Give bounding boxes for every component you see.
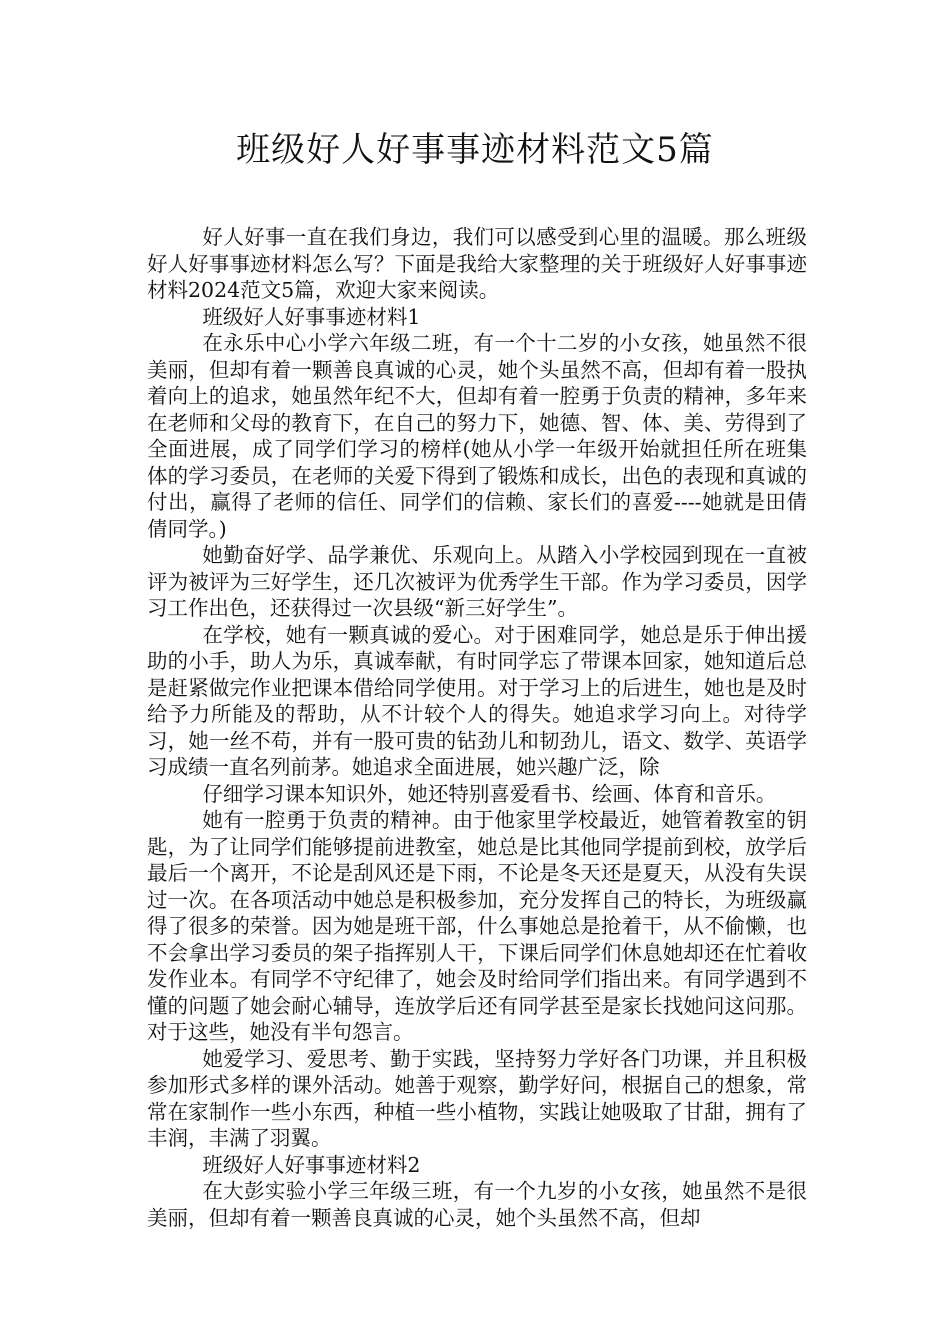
body-paragraph: 她勤奋好学、品学兼优、乐观向上。从踏入小学校园到现在一直被评为被评为三好学生，还几次被评为优秀学生干部。作为学习委员，因学习工作出色，还获得过一次县级“新三好学生”。 [147, 543, 807, 620]
document-body [147, 224, 807, 1231]
intro-paragraph: 好人好事一直在我们身边，我们可以感受到心里的温暖。那么班级好人好事事迹材料怎么写？下面是我给大家整理的关于班级好人好事事迹材料2024范文5篇，欢迎大家来阅读。 [147, 225, 807, 302]
section-heading-1: 班级好人好事事迹材料1 [202, 304, 421, 329]
body-paragraph: 她爱学习、爱思考、勤于实践，坚持努力学好各门功课，并且积极参加形式多样的课外活动。她善于观察，勤学好问，根据自己的想象，常常在家制作一些小东西，种植一些小植物，实践让她吸取了甘甜，拥有了丰润，丰满了羽翼。 [147, 1046, 807, 1150]
body-paragraph: 她有一腔勇于负责的精神。由于他家里学校最近，她管着教室的钥匙，为了让同学们能够提前进教室，她总是比其他同学提前到校，放学后最后一个离开，不论是刮风还是下雨，不论是冬天还是夏天，从没有失误过一次。在各项活动中她总是积极参加，充分发挥自己的特长，为班级赢得了很多的荣誉。因为她是班干部，什么事她总是抢着干，从不偷懒，也不会拿出学习委员的架子指挥别人干，下课后同学们休息她却还在忙着收发作业本。有同学不守纪律了，她会及时给同学们指出来。有同学遇到不懂的问题了她会耐心辅导，连放学后还有同学甚至是家长找她问这问那。对于这些，她没有半句怨言。 [147, 808, 807, 1044]
body-paragraph: 在永乐中心小学六年级二班，有一个十二岁的小女孩，她虽然不很美丽，但却有着一颗善良真诚的心灵，她个头虽然不高，但却有着一股执着向上的追求，她虽然年纪不大，但却有着一腔勇于负责的精神，多年来在老师和父母的教育下，在自己的努力下，她德、智、体、美、劳得到了全面进展，成了同学们学习的榜样(她从小学一年级开始就担任所在班集体的学习委员，在老师的关爱下得到了锻炼和成长，出色的表现和真诚的付出，赢得了老师的信任、同学们的信赖、家长们的喜爱----她就是田倩倩同学。) [147, 331, 807, 541]
body-paragraph: 在大彭实验小学三年级三班，有一个九岁的小女孩，她虽然不是很美丽，但却有着一颗善良真诚的心灵，她个头虽然不高，但却 [147, 1179, 807, 1230]
document-title: 班级好人好事事迹材料范文5篇 [236, 130, 714, 170]
body-paragraph: 在学校，她有一颗真诚的爱心。对于困难同学，她总是乐于伸出援助的小手，助人为乐，真诚奉献，有时同学忘了带课本回家，她知道后总是赶紧做完作业把课本借给同学使用。对于学习上的后进生，她也是及时给予力所能及的帮助，从不计较个人的得失。她追求学习向上。对待学习，她一丝不苟，并有一股可贵的钻劲儿和韧劲儿，语文、数学、英语学习成绩一直名列前茅。她追求全面进展，她兴趣广泛，除 [147, 622, 807, 779]
section-heading-2: 班级好人好事事迹材料2 [202, 1152, 421, 1177]
body-paragraph: 仔细学习课本知识外，她还特别喜爱看书、绘画、体育和音乐。 [202, 781, 777, 806]
